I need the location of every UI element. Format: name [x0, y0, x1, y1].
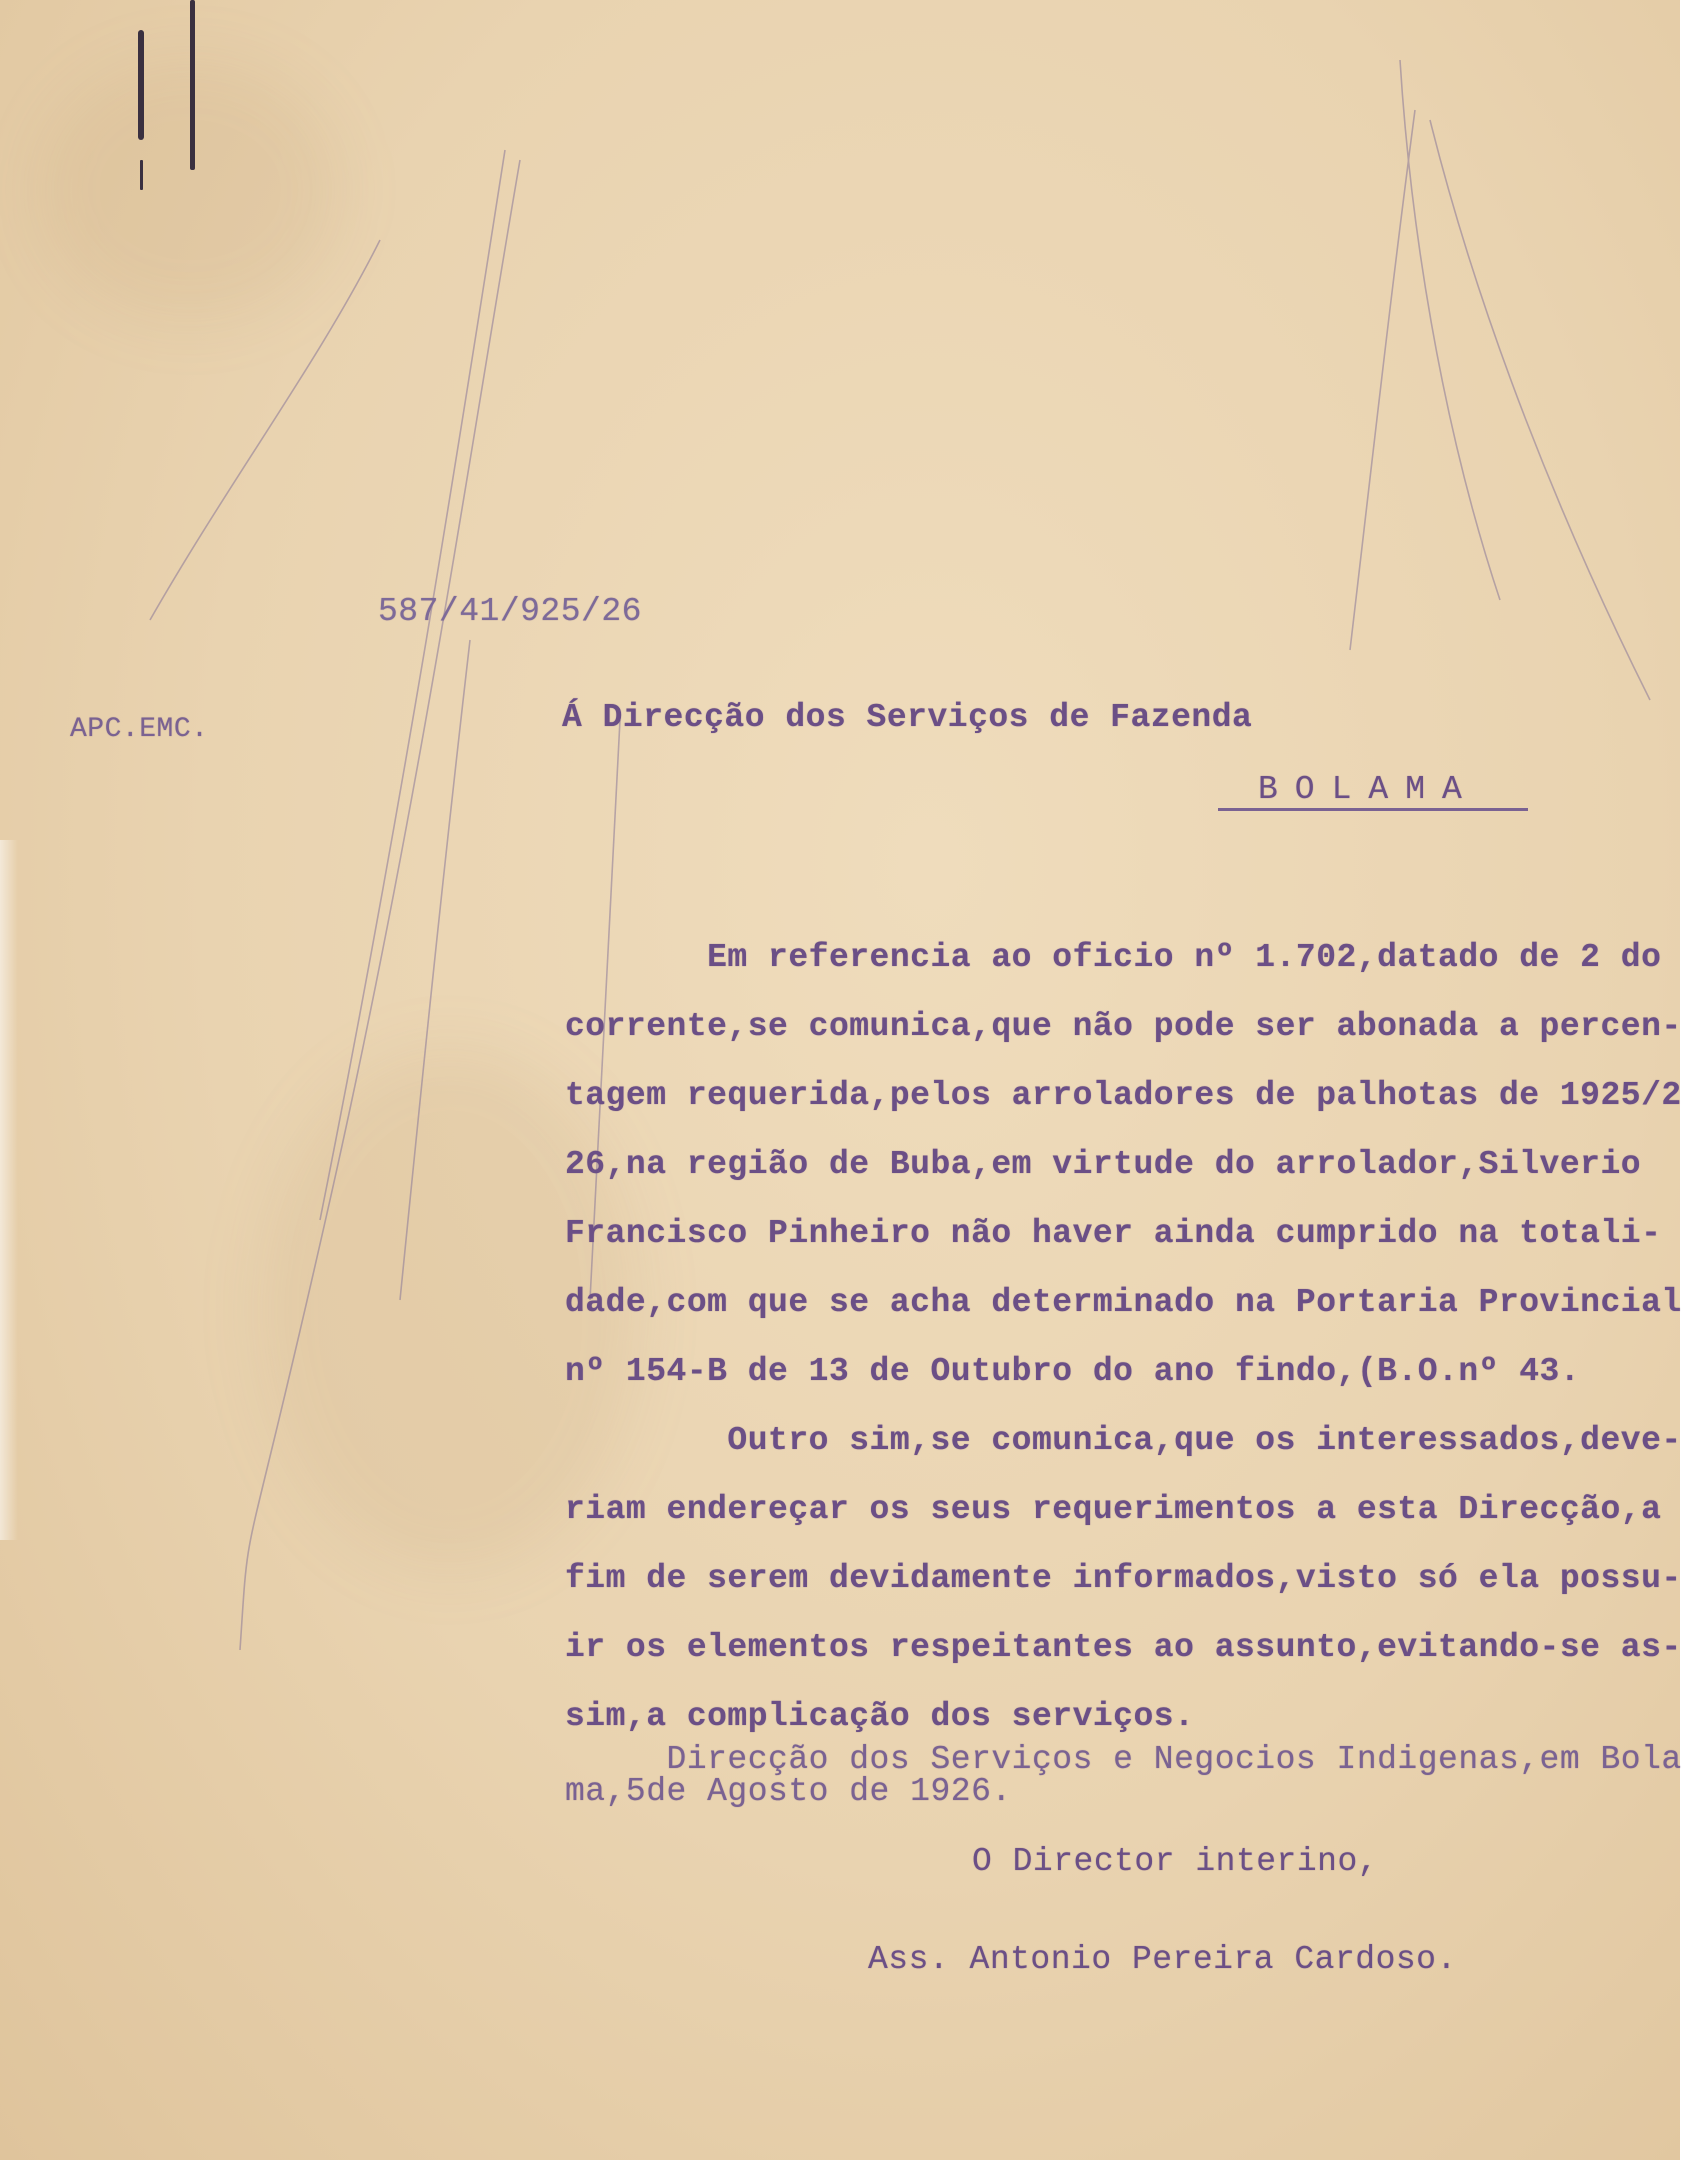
closing-title: O Director interino, [972, 1843, 1379, 1880]
body-line: corrente,se comunica,que não pode ser abonada a percen- [565, 1008, 1682, 1045]
reference-number: 587/41/925/26 [378, 593, 642, 630]
body-line: Outro sim,se comunica,que os interessados,deve- [565, 1422, 1682, 1459]
typist-initials: APC.EMC. [70, 714, 209, 745]
city-heading: BOLAMA [1258, 771, 1479, 808]
body-line: ir os elementos respeitantes ao assunto,evitando-se as- [565, 1629, 1682, 1666]
body-line: dade,com que se acha determinado na Portaria Provincial [565, 1284, 1682, 1321]
place-date-line: ma,5de Agosto de 1926. [565, 1773, 1012, 1810]
body-line: 26,na região de Buba,em virtude do arrolador,Silverio [565, 1146, 1642, 1183]
body-line: tagem requerida,pelos arroladores de palhotas de 1925/2 [565, 1077, 1682, 1114]
place-date-line: Direcção dos Serviços e Negocios Indigenas,em Bola [565, 1741, 1682, 1778]
paper-edge-wear [0, 840, 18, 1540]
city-underline [1218, 808, 1528, 811]
body-line: riam endereçar os seus requerimentos a esta Direcção,a [565, 1491, 1662, 1528]
paper-stain [40, 60, 340, 320]
body-line: Em referencia ao oficio nº 1.702,datado de 2 do [565, 939, 1662, 976]
body-line: nº 154-B de 13 de Outubro do ano findo,(B.O.nº 43. [565, 1353, 1581, 1390]
signature-line: Ass. Antonio Pereira Cardoso. [868, 1941, 1457, 1978]
body-line: Francisco Pinheiro não haver ainda cumprido na totali- [565, 1215, 1662, 1252]
body-line: sim,a complicação dos serviços. [565, 1698, 1195, 1735]
background-margin [1680, 0, 1707, 2160]
body-line: fim de serem devidamente informados,visto só ela possu- [565, 1560, 1682, 1597]
addressee: Á Direcção dos Serviços de Fazenda [562, 699, 1253, 736]
